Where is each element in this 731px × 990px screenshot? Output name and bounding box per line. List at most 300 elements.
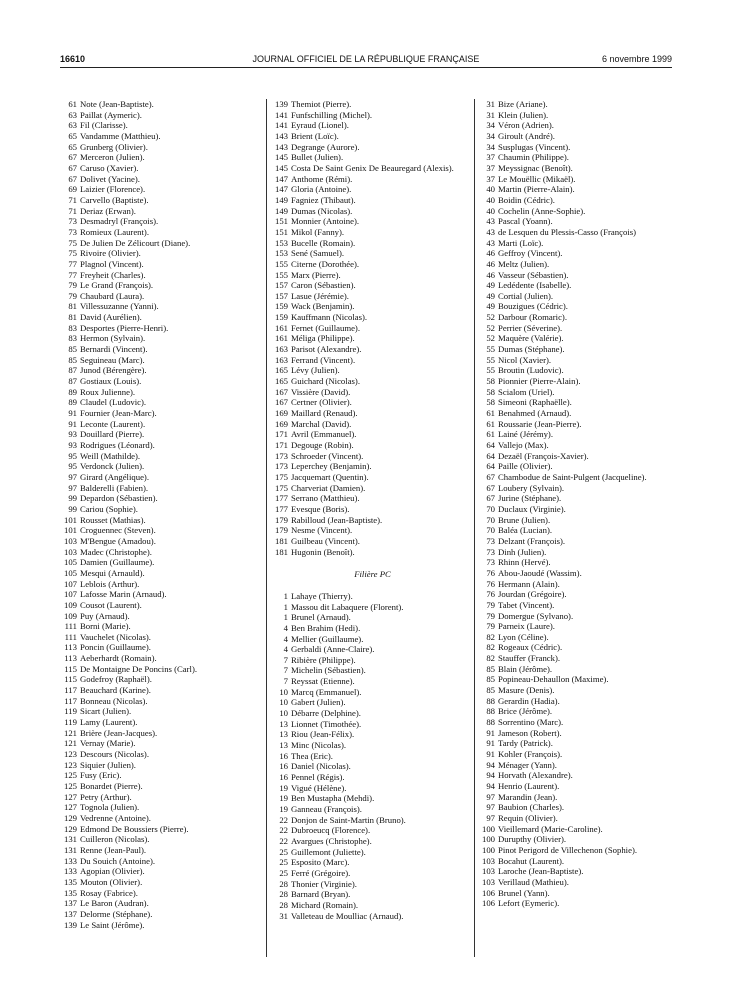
candidate-name: Masure (Denis). — [498, 685, 555, 696]
rank-number: 46 — [486, 269, 495, 280]
candidate-name: Sené (Samuel). — [291, 248, 345, 259]
candidate-name: Du Souich (Antoine). — [80, 855, 156, 866]
list-item — [271, 110, 474, 121]
candidate-name: Klein (Julien). — [498, 109, 549, 120]
list-item — [60, 845, 262, 856]
list-item — [60, 195, 262, 206]
candidate-name: Villessuzanne (Yanni). — [80, 301, 159, 312]
rank-number: 67 — [68, 173, 77, 184]
candidate-name: Serrano (Matthieu). — [291, 493, 360, 504]
list-item — [478, 749, 675, 760]
list-item — [60, 792, 262, 803]
candidate-name: Mesqui (Arnauld). — [80, 567, 145, 578]
candidate-name: Rogeaux (Cédric). — [498, 642, 563, 653]
list-item — [60, 856, 262, 867]
rank-number: 173 — [274, 450, 288, 461]
rank-number: 70 — [486, 503, 495, 514]
list-item — [478, 152, 675, 163]
candidate-name: Dumas (Stéphane). — [498, 344, 565, 355]
list-item — [60, 611, 262, 622]
list-item — [271, 847, 474, 858]
rank-number: 133 — [63, 866, 77, 877]
rank-number: 101 — [63, 525, 77, 536]
rank-number: 95 — [68, 461, 77, 472]
list-item — [478, 301, 675, 312]
candidate-name: Vissière (David). — [291, 386, 351, 397]
rank-number: 109 — [63, 599, 77, 610]
rank-number: 137 — [63, 908, 77, 919]
candidate-name: Rhinn (Hervé). — [498, 557, 551, 568]
list-item — [271, 163, 474, 174]
candidate-name: Thea (Eric). — [291, 750, 333, 761]
rank-number: 64 — [486, 461, 495, 472]
list-item — [271, 184, 474, 195]
candidate-name: Brient (Loïc). — [291, 130, 339, 141]
header-rule — [60, 67, 672, 68]
candidate-name: Schroeder (Vincent). — [291, 450, 364, 461]
column-divider — [266, 99, 267, 957]
candidate-name: Daniel (Nicolas). — [291, 761, 351, 772]
list-item — [271, 152, 474, 163]
candidate-name: Funfschilling (Michel). — [291, 109, 373, 120]
list-item — [60, 781, 262, 792]
rank-number: 46 — [486, 258, 495, 269]
rank-number: 163 — [274, 354, 288, 365]
rank-number: 91 — [68, 418, 77, 429]
list-item — [60, 99, 262, 110]
candidate-name: Roux Julienne). — [80, 386, 136, 397]
rank-number: 113 — [64, 642, 77, 653]
candidate-name: Leblois (Arthur). — [80, 578, 140, 589]
list-item — [478, 888, 675, 899]
rank-number: 93 — [68, 440, 77, 450]
rank-number: 125 — [63, 770, 77, 781]
rank-number: 161 — [274, 333, 288, 344]
candidate-name: Beauchard (Karine). — [80, 685, 151, 696]
list-item — [60, 451, 262, 462]
rank-number: 7 — [283, 665, 288, 676]
list-item — [271, 259, 474, 270]
rank-number: 82 — [486, 631, 495, 642]
rank-number: 97 — [486, 812, 495, 823]
list-item — [271, 783, 474, 794]
list-item — [60, 664, 262, 675]
list-item — [478, 632, 675, 643]
rank-number: 1 — [283, 590, 288, 601]
rank-number: 101 — [63, 514, 77, 525]
candidate-name: Lamy (Laurent). — [80, 717, 138, 728]
rank-number: 70 — [486, 514, 495, 525]
list-item — [478, 824, 675, 835]
candidate-name: Kauffmann (Nicolas). — [291, 312, 368, 323]
rank-number: 103 — [481, 866, 495, 877]
candidate-name: Duclaux (Virginie). — [498, 503, 566, 514]
list-item — [478, 365, 675, 376]
list-item — [478, 184, 675, 195]
list-item — [478, 834, 675, 845]
rank-number: 97 — [68, 482, 77, 493]
list-item — [271, 687, 474, 698]
rank-number: 87 — [68, 376, 77, 387]
rank-number: 31 — [279, 910, 288, 921]
rank-number: 135 — [63, 876, 77, 887]
list-item — [271, 312, 474, 323]
list-item — [271, 623, 474, 634]
list-item — [478, 845, 675, 856]
list-item — [478, 536, 675, 547]
list-item — [478, 312, 675, 323]
rank-number: 129 — [63, 812, 77, 823]
candidate-name: Guillemont (Juliette). — [291, 846, 366, 857]
candidate-name: Merceron (Julien). — [80, 152, 145, 163]
rank-number: 61 — [486, 418, 495, 429]
list-item — [478, 270, 675, 281]
candidate-name: Descours (Nicolas). — [80, 749, 149, 760]
list-item — [60, 717, 262, 728]
rank-number: 169 — [274, 408, 288, 419]
rank-number: 107 — [63, 589, 77, 600]
candidate-name: Cortial (Julien). — [498, 290, 554, 301]
list-item — [271, 825, 474, 836]
list-item — [271, 206, 474, 217]
list-item — [60, 323, 262, 334]
rank-number: 153 — [274, 248, 288, 259]
name-list-column-3 — [478, 99, 675, 909]
rank-number: 61 — [486, 408, 495, 419]
list-item — [60, 142, 262, 153]
rank-number: 81 — [68, 301, 77, 312]
list-item — [478, 504, 675, 515]
candidate-name: Guilbeau (Vincent). — [291, 535, 360, 546]
candidate-name: Bize (Ariane). — [498, 99, 548, 109]
rank-number: 163 — [274, 344, 288, 355]
candidate-name: Bonneau (Nicolas). — [80, 695, 148, 706]
rank-number: 10 — [279, 686, 288, 697]
list-item — [478, 99, 675, 110]
rank-number: 63 — [68, 109, 77, 120]
list-item — [60, 355, 262, 366]
list-item — [478, 515, 675, 526]
rank-number: 151 — [274, 226, 288, 237]
list-item — [60, 184, 262, 195]
rank-number: 67 — [68, 162, 77, 173]
rank-number: 139 — [274, 99, 288, 109]
candidate-name: Giroult (André). — [498, 130, 555, 141]
rank-number: 103 — [481, 855, 495, 866]
rank-number: 94 — [486, 759, 495, 770]
rank-number: 171 — [274, 429, 288, 440]
candidate-name: Vasseur (Sébastien). — [498, 269, 569, 280]
candidate-name: Seguineau (Marc). — [80, 354, 145, 365]
rank-number: 173 — [274, 461, 288, 472]
rank-number: 179 — [274, 514, 288, 525]
rank-number: 165 — [274, 365, 288, 376]
list-item — [271, 708, 474, 719]
candidate-name: Claudel (Ludovic). — [80, 397, 147, 408]
candidate-name: Brice (Jérôme). — [498, 706, 553, 717]
rank-number: 88 — [486, 695, 495, 706]
candidate-name: Verillaud (Mathieu). — [498, 876, 569, 887]
rank-number: 40 — [486, 194, 495, 205]
candidate-name: Kohler (François). — [498, 749, 563, 760]
list-item — [271, 397, 474, 408]
candidate-name: Broutin (Ludovic). — [498, 365, 564, 376]
candidate-name: Godefroy (Raphaël). — [80, 674, 152, 685]
candidate-name: Costa De Saint Genix De Beauregard (Alexis). — [291, 162, 454, 173]
list-item — [478, 813, 675, 824]
list-item — [271, 676, 474, 687]
candidate-name: Vernay (Marie). — [80, 738, 136, 749]
candidate-name: Bonardet (Pierre). — [80, 781, 143, 791]
rank-number: 127 — [63, 791, 77, 802]
rank-number: 81 — [68, 312, 77, 323]
rank-number: 19 — [279, 804, 288, 814]
candidate-name: Borni (Marie). — [80, 621, 131, 632]
rank-number: 141 — [274, 109, 288, 120]
list-item — [60, 248, 262, 259]
list-item — [60, 888, 262, 899]
rank-number: 103 — [63, 535, 77, 546]
rank-number: 58 — [486, 397, 495, 408]
list-item — [271, 270, 474, 281]
rank-number: 34 — [486, 130, 495, 141]
candidate-name: Perrier (Séverine). — [498, 322, 563, 333]
candidate-name: Desportes (Pierre-Henri). — [80, 322, 169, 333]
candidate-name: Avargues (Christophe). — [291, 835, 372, 846]
candidate-name: Cariou (Sophie). — [80, 503, 138, 514]
candidate-name: Verdonck (Julien). — [80, 461, 145, 472]
list-item — [271, 429, 474, 440]
candidate-name: Caron (Sébastien). — [291, 280, 356, 291]
rank-number: 22 — [279, 814, 288, 825]
candidate-name: Hermann (Alain). — [498, 578, 560, 589]
rank-number: 85 — [486, 663, 495, 674]
rank-number: 10 — [279, 697, 288, 708]
candidate-name: Boidin (Cédric). — [498, 194, 555, 205]
list-item — [478, 568, 675, 579]
rank-number: 147 — [274, 184, 288, 195]
candidate-name: Degouge (Robin). — [291, 440, 354, 450]
list-item — [60, 333, 262, 344]
rank-number: 181 — [274, 535, 288, 546]
candidate-name: Méliga (Philippe). — [291, 333, 355, 344]
list-item — [478, 333, 675, 344]
list-item — [60, 131, 262, 142]
candidate-name: Brune (Julien). — [498, 514, 551, 525]
candidate-name: Cuilleron (Nicolas). — [80, 834, 150, 845]
list-item — [60, 419, 262, 430]
list-item — [478, 781, 675, 792]
candidate-name: Ganneau (François). — [291, 804, 362, 814]
rank-number: 4 — [283, 633, 288, 644]
list-item — [478, 120, 675, 131]
candidate-name: Ménager (Yann). — [498, 759, 557, 770]
rank-number: 82 — [486, 653, 495, 664]
list-item — [271, 387, 474, 398]
rank-number: 28 — [279, 878, 288, 889]
list-item — [478, 216, 675, 227]
list-item — [60, 589, 262, 600]
list-item — [60, 685, 262, 696]
list-item — [271, 761, 474, 772]
rank-number: 167 — [274, 397, 288, 408]
rank-number: 147 — [274, 173, 288, 184]
candidate-name: Leperchey (Benjamin). — [291, 461, 372, 472]
candidate-name: Lainé (Jérémy). — [498, 429, 553, 440]
candidate-name: Loubery (Sylvain). — [498, 482, 565, 493]
list-item — [478, 174, 675, 185]
list-item — [478, 451, 675, 462]
list-item — [60, 206, 262, 217]
candidate-name: Edmond De Boussiers (Pierre). — [80, 823, 189, 834]
rank-number: 169 — [274, 418, 288, 429]
candidate-name: Paillat (Aymeric). — [80, 109, 142, 120]
candidate-name: Croguennec (Steven). — [80, 525, 156, 536]
candidate-name: Gostiaux (Louis). — [80, 376, 142, 387]
list-item — [478, 728, 675, 739]
candidate-name: Chaumin (Philippe). — [498, 152, 569, 163]
candidate-name: Dubroeucq (Florence). — [291, 825, 371, 836]
rank-number: 43 — [486, 216, 495, 227]
rank-number: 82 — [486, 642, 495, 653]
rank-number: 177 — [274, 493, 288, 504]
rank-number: 106 — [481, 887, 495, 898]
rank-number: 131 — [63, 834, 77, 845]
list-item — [478, 493, 675, 504]
list-item — [478, 323, 675, 334]
candidate-name: Depardon (Sébastien). — [80, 493, 158, 504]
rank-number: 131 — [63, 844, 77, 855]
rank-number: 155 — [274, 258, 288, 269]
candidate-name: Ferrand (Vincent). — [291, 354, 356, 365]
rank-number: 40 — [486, 184, 495, 195]
candidate-name: Bucelle (Romain). — [291, 237, 356, 248]
rank-number: 77 — [68, 258, 77, 269]
list-item — [60, 163, 262, 174]
candidate-name: Siquier (Julien). — [80, 759, 136, 770]
rank-number: 10 — [279, 708, 288, 719]
rank-number: 117 — [64, 695, 77, 706]
list-item — [60, 834, 262, 845]
list-item — [60, 344, 262, 355]
candidate-name: Grunberg (Olivier). — [80, 141, 148, 152]
rank-number: 89 — [68, 397, 77, 408]
rank-number: 91 — [68, 408, 77, 419]
list-item — [271, 238, 474, 249]
candidate-name: Marti (Loïc). — [498, 237, 544, 248]
candidate-name: Pionnier (Pierre-Alain). — [498, 376, 581, 387]
candidate-name: Pinot Perigord de Villechenon (Sophie). — [498, 844, 638, 855]
rank-number: 106 — [481, 898, 495, 909]
rank-number: 177 — [274, 503, 288, 514]
candidate-name: Le Baron (Audran). — [80, 898, 149, 909]
list-item — [478, 387, 675, 398]
candidate-name: Parneix (Laure). — [498, 621, 555, 632]
rank-number: 149 — [274, 205, 288, 216]
candidate-name: Reyssat (Etienne). — [291, 676, 355, 687]
candidate-name: Darbour (Romaric). — [498, 312, 567, 323]
rank-number: 79 — [68, 280, 77, 291]
list-item — [60, 259, 262, 270]
candidate-name: Vauchelet (Nicolas). — [80, 631, 151, 642]
candidate-name: Lévy (Julien). — [291, 365, 340, 376]
list-item — [271, 634, 474, 645]
rank-number: 151 — [274, 216, 288, 227]
rank-number: 157 — [274, 290, 288, 301]
list-item — [60, 238, 262, 249]
rank-number: 121 — [63, 738, 77, 749]
list-item — [60, 898, 262, 909]
rank-number: 37 — [486, 173, 495, 184]
rank-number: 100 — [481, 844, 495, 855]
candidate-name: Rivoire (Olivier). — [80, 248, 141, 259]
list-item — [271, 323, 474, 334]
rank-number: 145 — [274, 162, 288, 173]
rank-number: 165 — [274, 376, 288, 387]
rank-number: 115 — [64, 663, 77, 674]
list-item — [60, 483, 262, 494]
candidate-name: Chambodue de Saint-Pulgent (Jacqueline). — [498, 471, 647, 482]
list-item — [271, 280, 474, 291]
candidate-name: Romieux (Laurent). — [80, 226, 149, 237]
list-item — [478, 461, 675, 472]
list-item — [271, 547, 474, 558]
candidate-name: Débarre (Delphine). — [291, 708, 361, 719]
rank-number: 143 — [274, 141, 288, 152]
candidate-name: Gerardin (Hadia). — [498, 695, 560, 706]
list-item — [60, 280, 262, 291]
rank-number: 43 — [486, 237, 495, 248]
rank-number: 121 — [63, 727, 77, 738]
candidate-name: M'Bengue (Amadou). — [80, 535, 156, 546]
candidate-name: Leconte (Laurent). — [80, 418, 146, 429]
candidate-name: Scialom (Uriel). — [498, 386, 555, 397]
list-item — [271, 344, 474, 355]
candidate-name: Roussarie (Jean-Pierre). — [498, 418, 582, 429]
candidate-name: Minc (Nicolas). — [291, 740, 347, 751]
list-item — [478, 685, 675, 696]
candidate-name: Ledédente (Isabelle). — [498, 280, 572, 291]
rank-number: 64 — [486, 440, 495, 450]
list-item — [60, 110, 262, 121]
rank-number: 13 — [279, 740, 288, 751]
candidate-name: Lahaye (Thierry). — [291, 590, 353, 601]
rank-number: 67 — [486, 471, 495, 482]
rank-number: 52 — [486, 333, 495, 344]
list-item — [271, 472, 474, 483]
candidate-name: Benahmed (Arnaud). — [498, 408, 572, 419]
list-item — [271, 815, 474, 826]
list-item — [478, 280, 675, 291]
list-item — [60, 674, 262, 685]
candidate-name: Anthome (Rémi). — [291, 173, 353, 184]
candidate-name: Laizier (Florence). — [80, 184, 146, 195]
list-item — [60, 909, 262, 920]
candidate-name: Chaubard (Laura). — [80, 290, 145, 301]
list-item — [271, 419, 474, 430]
rank-number: 97 — [68, 471, 77, 482]
candidate-name: Mouton (Olivier). — [80, 876, 143, 887]
list-item — [271, 99, 474, 110]
list-item — [60, 312, 262, 323]
list-item — [478, 664, 675, 675]
rank-number: 103 — [63, 546, 77, 557]
rank-number: 55 — [486, 344, 495, 355]
list-item — [60, 920, 262, 931]
candidate-name: Petry (Arthur). — [80, 791, 132, 802]
rank-number: 49 — [486, 290, 495, 301]
candidate-name: Stauffer (Franck). — [498, 653, 561, 664]
